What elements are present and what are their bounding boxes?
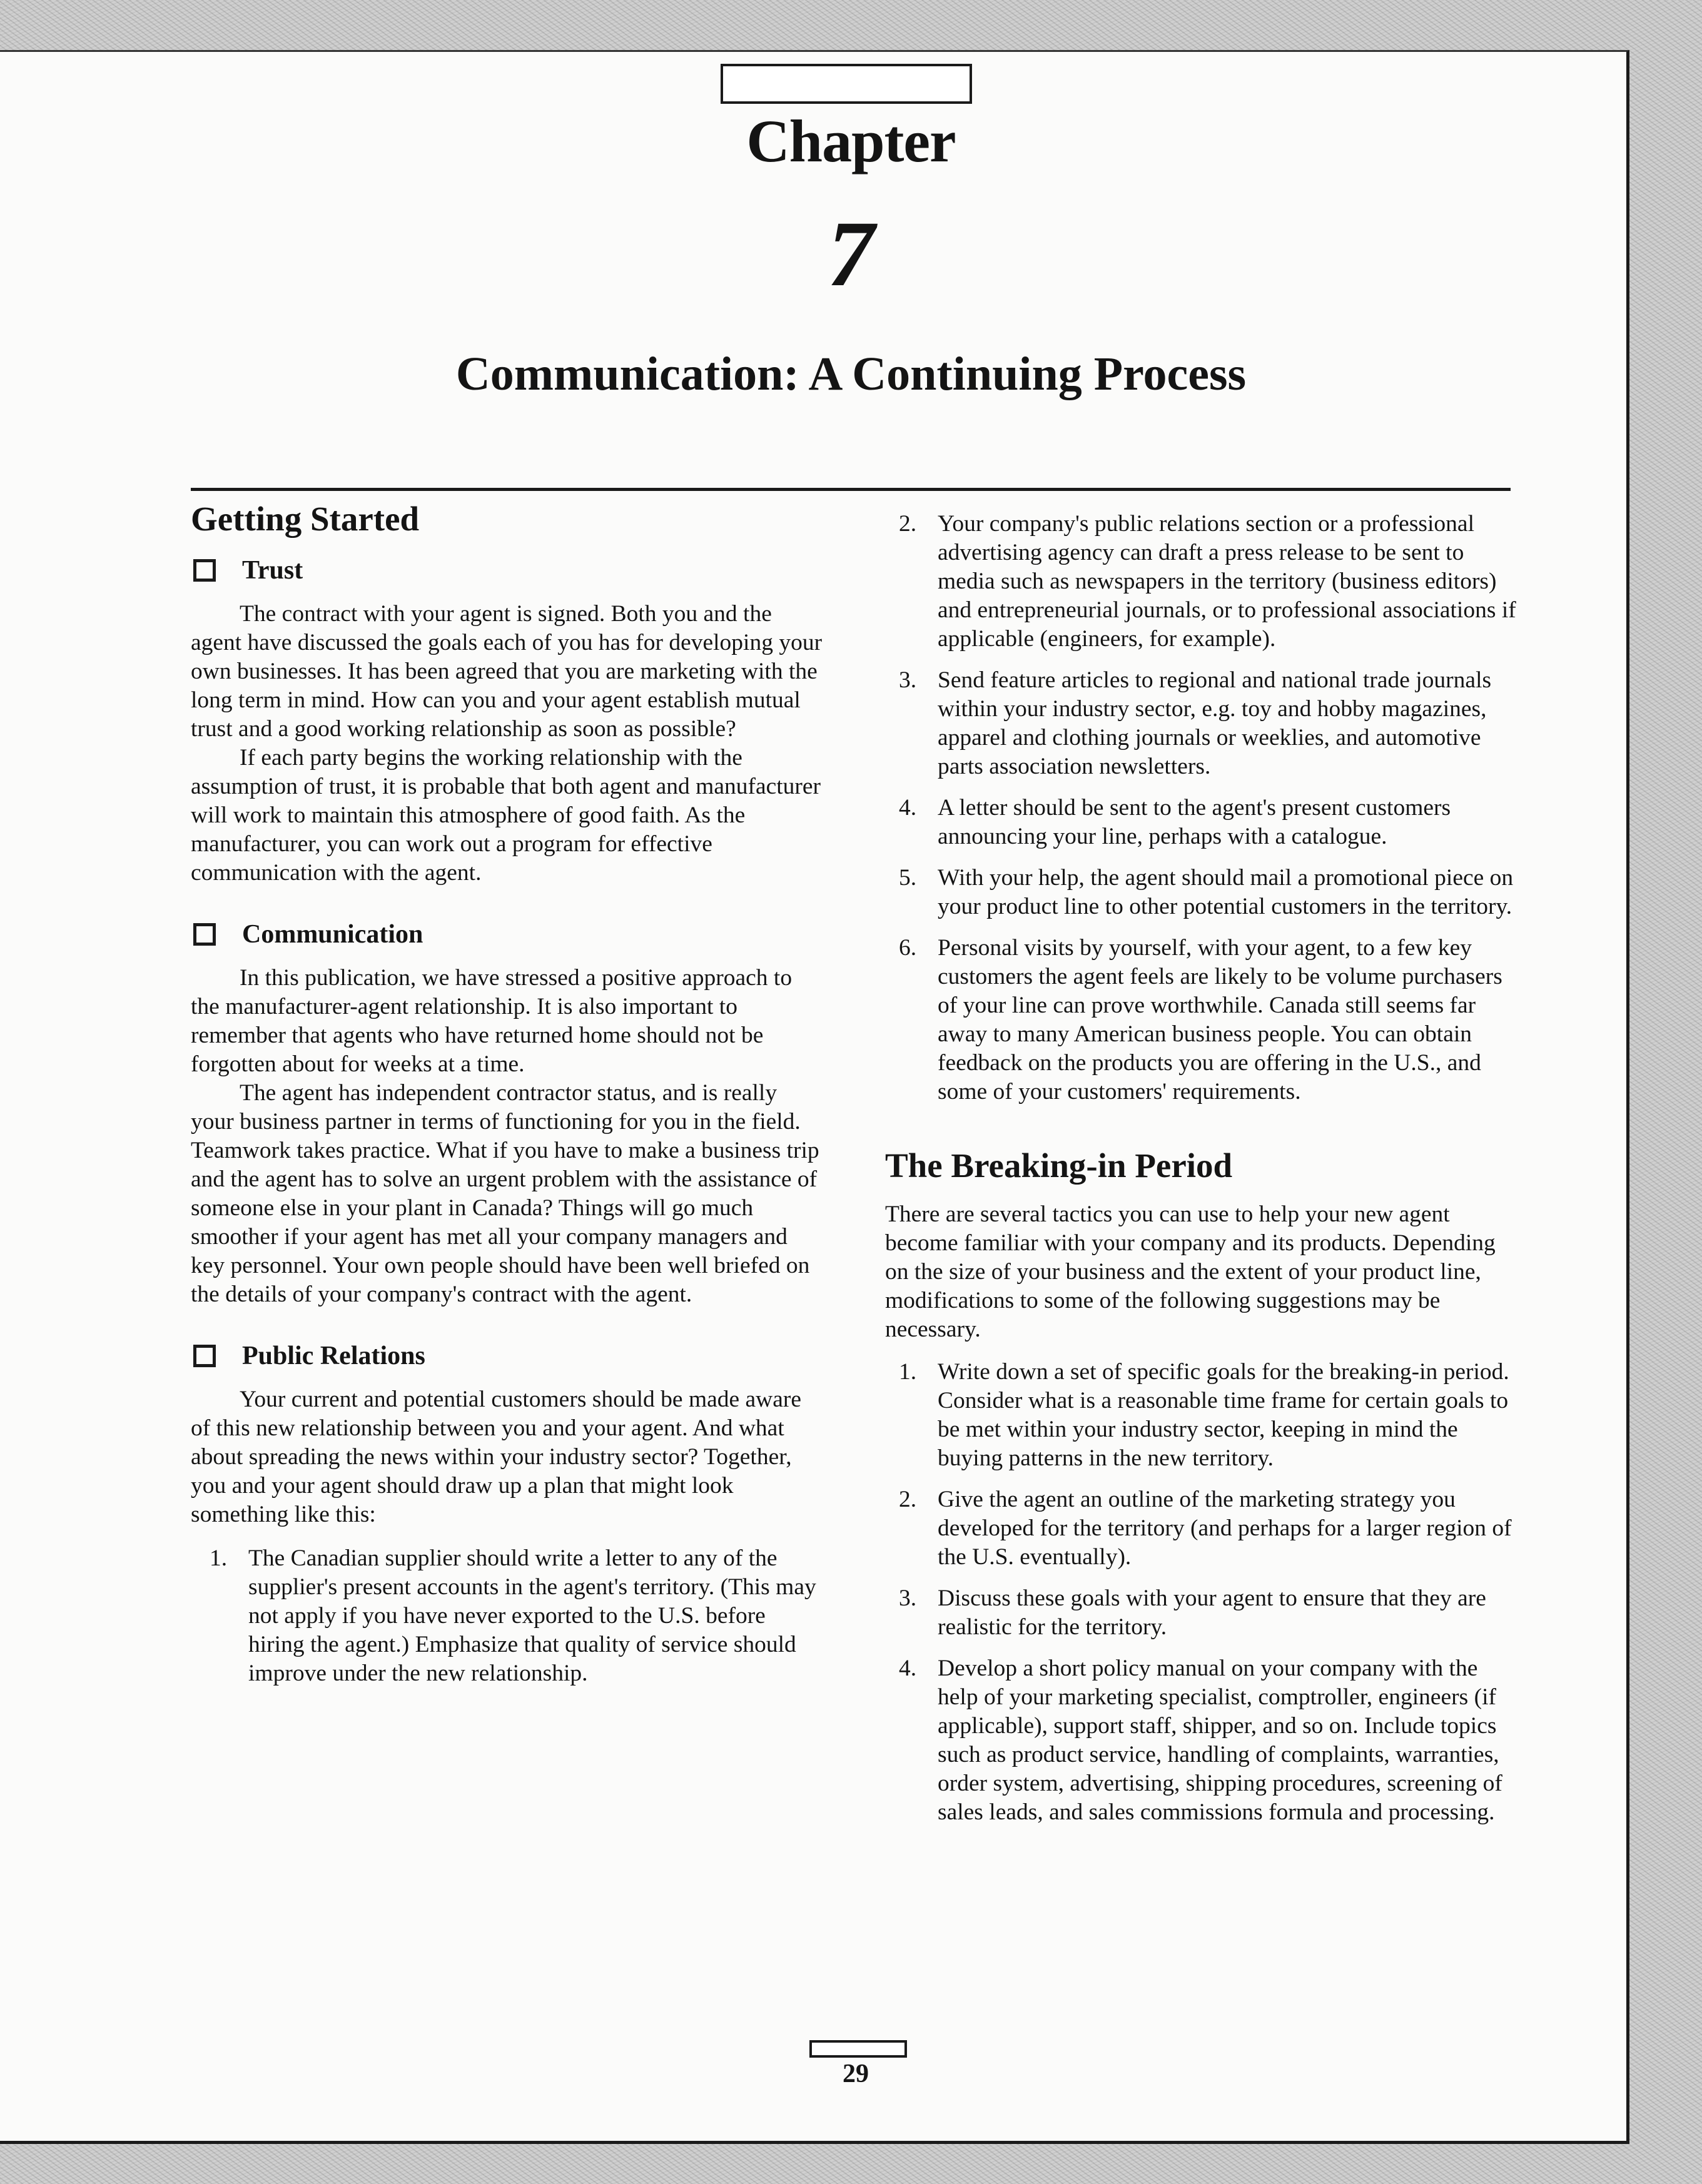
section-heading-breaking-in: The Breaking-in Period [885, 1146, 1233, 1185]
list-item [899, 794, 1517, 851]
list-item [899, 934, 1517, 1106]
paragraph: Your current and potential customers should be made aware of this new relationship between you and your agent. And what about spreading the news within your industry sector? Together, you and your agent should draw up a plan that might look something like this: [191, 1387, 802, 1527]
subsection-heading-trust [191, 554, 823, 587]
list-item [899, 666, 1517, 781]
subsection-trust [191, 554, 823, 887]
list-text: Develop a short policy manual on your company with the help of your marketing specialist, comptroller, engineers (if applicable), support staff, shipper, and so on. Include topics such as product service, handling of complaints, warranties, order system, advertising, shipping procedures, screening of sales leads, and sales commissions formula and processing. [938, 1656, 1502, 1825]
subsection-public-relations [191, 1339, 823, 1688]
chapter-word: Chapter [746, 108, 956, 174]
list-text: Your company's public relations section or a professional advertising agency can draft a press release to be sent to media such as newspapers in the territory (business editors) and entrepreneurial journals, or to professional associations if applicable (engineers, for example). [938, 511, 1516, 652]
list-text: Personal visits by yourself, with your agent, to a few key customers the agent feels are likely to be volume purchasers of your line can prove worthwhile. Canada still seems far away to many American business people. You can obtain feedback on the products you are offering in the U.S., and some of your customers' requirements. [938, 935, 1502, 1105]
list-text: Write down a set of specific goals for the breaking-in period. Consider what is a reasonable time frame for certain goals to be met within your industry sector, keeping in mind the buying patterns in the new territory. [938, 1359, 1509, 1471]
paragraph: In this publication, we have stressed a positive approach to the manufacturer-agent relationship. It is also important to remember that agents who have returned home should not be forgotten about for weeks at a time. [191, 965, 793, 1077]
subsection-heading-communication [191, 918, 823, 951]
list-text: With your help, the agent should mail a promotional piece on your product line to other potential customers in the territory. [938, 865, 1514, 919]
chapter-tab-box [721, 64, 972, 104]
pr-list [191, 1544, 823, 1688]
page-number: 29 [843, 2060, 869, 2088]
paragraph: There are several tactics you can use to help your new agent become familiar with your company and its products. Depending on the size of your business and the extent of your product line, modifications to some of the following suggestions may be necessary. [885, 1201, 1496, 1342]
subsection-title: Public Relations [242, 1342, 425, 1370]
list-number: 3. [899, 667, 917, 693]
list-item [899, 1485, 1517, 1572]
list-text: The Canadian supplier should write a letter to any of the supplier's present accounts in the agent's territory. (This may not apply if you have never exported to the U.S. before hiring the agent.) Emphasize that quality of service should improve under the new relationship. [248, 1545, 816, 1686]
list-number: 5. [899, 865, 917, 891]
subsection-title: Communication [242, 920, 423, 949]
subsection-title: Trust [242, 556, 303, 585]
checkbox-bullet-icon [193, 923, 216, 946]
checkbox-bullet-icon [193, 559, 216, 582]
page-number-tab [809, 2040, 907, 2058]
list-text: Send feature articles to regional and national trade journals within your industry sector, e.g. toy and hobby magazines, apparel and clothing journals or weeklies, and automotive parts association newsletters. [938, 667, 1492, 779]
breaking-in-list [885, 1358, 1517, 1827]
list-number: 1. [899, 1359, 917, 1385]
list-number: 1. [210, 1545, 228, 1571]
section-heading-getting-started: Getting Started [191, 500, 420, 538]
list-item [899, 1584, 1517, 1642]
list-number: 2. [899, 511, 917, 537]
list-number: 3. [899, 1585, 917, 1611]
list-text: Discuss these goals with your agent to ensure that they are realistic for the territory. [938, 1585, 1486, 1640]
paragraph: If each party begins the working relationship with the assumption of trust, it is probable that both agent and manufacturer will work to maintain this atmosphere of good faith. As the manufacturer, you can work out a program for effective communication with the agent. [191, 745, 821, 886]
list-number: 4. [899, 795, 917, 821]
list-number: 6. [899, 935, 917, 961]
pr-list-continued [885, 510, 1517, 1106]
checkbox-bullet-icon [193, 1345, 216, 1367]
chapter-number: 7 [828, 202, 874, 306]
header-rule [191, 488, 1511, 491]
list-item [899, 1654, 1517, 1827]
list-item [899, 1358, 1517, 1473]
list-number: 2. [899, 1487, 917, 1512]
right-column [885, 510, 1517, 1839]
list-number: 4. [899, 1656, 917, 1681]
list-text: A letter should be sent to the agent's present customers announcing your line, perhaps with a catalogue. [938, 795, 1451, 849]
paragraph: The agent has independent contractor status, and is really your business partner in terms of functioning for you in the field. Teamwork takes practice. What if you have to make a business trip and the agent has to solve an urgent problem with the assistance of someone else in your plant in Canada? Things will go much smoother if your agent has met all your company managers and key personnel. Your own people should have been well briefed on the details of your company's contract with the agent. [191, 1080, 819, 1307]
subsection-heading-public-relations [191, 1339, 823, 1373]
subsection-communication [191, 918, 823, 1309]
left-column [191, 497, 823, 1718]
chapter-title: Communication: A Continuing Process [455, 348, 1247, 400]
list-item [899, 864, 1517, 921]
list-item [899, 510, 1517, 654]
paragraph: The contract with your agent is signed. Both you and the agent have discussed the goals each of you has for developing your own businesses. It has been agreed that you are marketing with the long term in mind. How can you and your agent establish mutual trust and a good working relationship as soon as possible? [191, 601, 823, 742]
list-text: Give the agent an outline of the marketing strategy you developed for the territory (and perhaps for a larger region of the U.S. eventually). [938, 1487, 1512, 1570]
list-item [191, 1544, 823, 1688]
